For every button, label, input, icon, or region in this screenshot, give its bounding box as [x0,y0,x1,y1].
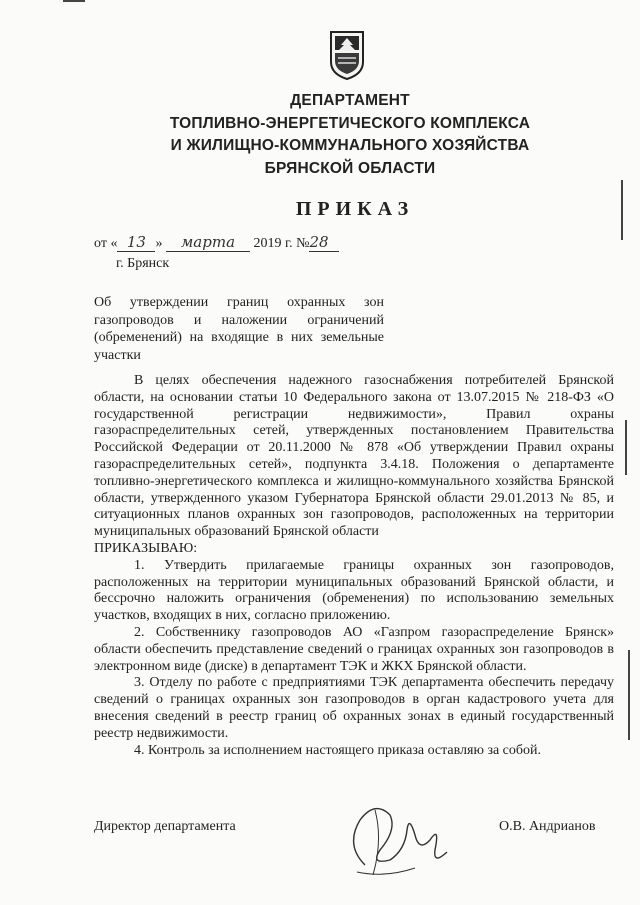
date-month-handwritten: марта [166,233,250,252]
handwritten-signature [335,790,460,885]
scan-artifact-line [63,0,85,2]
department-line: ТОПЛИВНО-ЭНЕРГЕТИЧЕСКОГО КОМПЛЕКСА [169,114,531,132]
order-number-label: № [296,236,310,251]
department-line: ДЕПАРТАМЕНТ [290,92,410,109]
city: г. Брянск [116,256,170,271]
order-item: 2. Собственнику газопроводов АО «Газпром газораспределение Брянск» области обеспечить представление сведений о границах охранных зон газопроводов в электронном виде (диске) в департамент ТЭК и ЖКХ Брянской области. [94,624,614,674]
date-prefix: от [94,236,107,251]
department-header [150,90,550,180]
document-title: ПРИКАЗ [295,198,415,220]
scan-artifact-line [628,650,630,740]
signatory-name: О.В. Андрианов [499,819,596,834]
date-day-handwritten: 13 [117,233,155,252]
scan-artifact-line [625,420,627,475]
preamble-paragraph: В целях обеспечения надежного газоснабжения потребителей Брянской области, на основании статьи 10 Федерального закона от 13.07.2015 № 218-ФЗ «О государственной регистрации недвижимости», Правил охраны газораспределительных сетей, утвержденных постановлением Правительства Российской Федерации от 20.11.2000 № 878 «Об утверждении Правил охраны газораспределительных сетей», подпункта 3.4.18. Положения о департаменте топливно-энергетического комплекса и жилищно-коммунального хозяйства Брянской области, утвержденного указом Губернатора Брянской области 29.01.2013 № 85, и ситуационных планов охранных зон газопроводов, расположенных на территории муниципальных образований Брянской области [94,373,614,540]
order-body [94,373,614,759]
order-item: 4. Контроль за исполнением настоящего приказа оставляю за собой. [134,742,542,758]
order-item: 1. Утвердить прилагаемые границы охранных зон газопроводов, расположенных на территории муниципальных образований Брянской области, и бессрочно наложить ограничения (обременения) по использованию земельных участков, входящих в них, согласно приложению. [94,557,614,624]
date-line: от « 13 » марта 2019 г. №28 [94,233,339,252]
signatory-role: Директор департамента [94,819,236,834]
date-year: 2019 г. [253,236,293,251]
order-item: 3. Отделу по работе с предприятиями ТЭК департамента обеспечить передачу сведений о границах охранных зон газопроводов в орган кадастрового учета для внесения сведений в реестр границ об охранных зонах в единый государственный реестр недвижимости. [94,675,614,741]
coat-of-arms-emblem [329,28,365,80]
scan-artifact-line [621,180,623,240]
order-word: ПРИКАЗЫВАЮ: [94,540,198,556]
order-subject: Об утверждении границ охранных зон газопроводов и наложении ограничений (обременений) на входящие в них земельные участки [94,295,384,363]
department-line: БРЯНСКОЙ ОБЛАСТИ [264,159,436,177]
department-line: И ЖИЛИЩНО-КОММУНАЛЬНОГО ХОЗЯЙСТВА [170,137,530,154]
order-number-handwritten: 28 [309,233,339,252]
